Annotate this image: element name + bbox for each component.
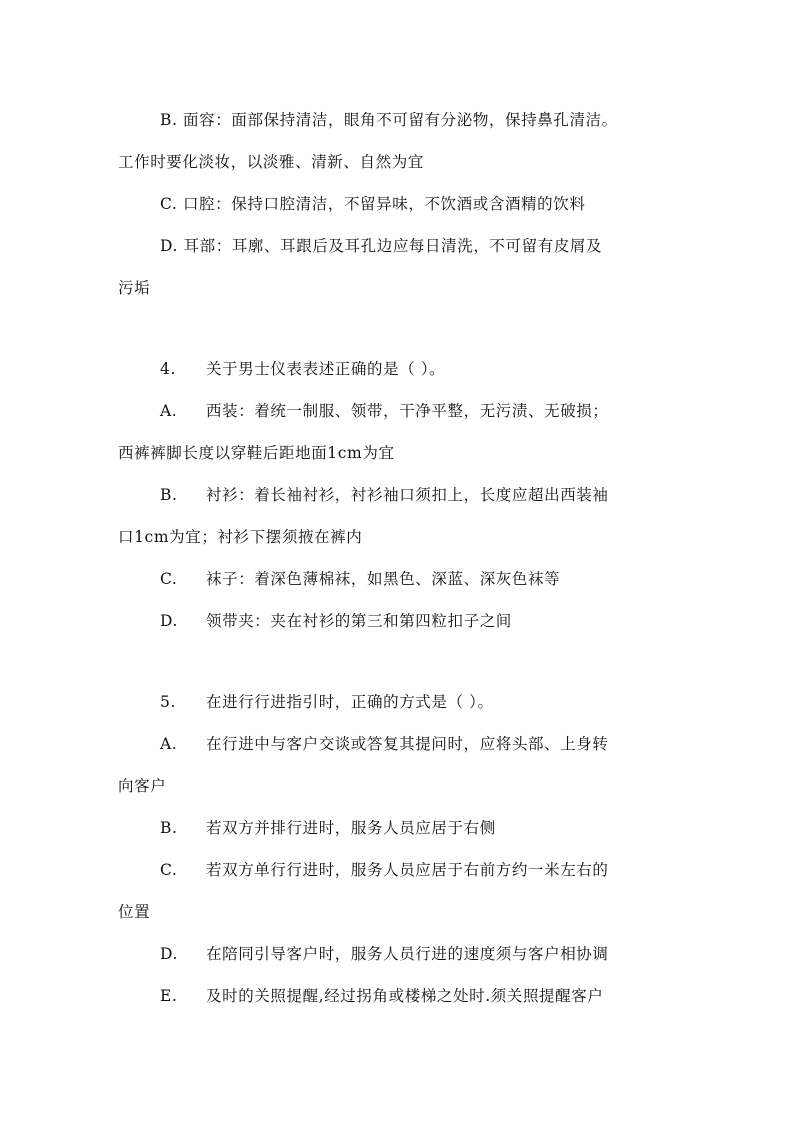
q3-option-d-line2: 污垢: [118, 279, 151, 297]
q4-option-b-line2: 口1cm为宜；衬衫下摆须掖在裤内: [118, 528, 363, 546]
option-text: 在陪同引导客户时，服务人员行进的速度须与客户相协调: [206, 945, 609, 963]
q3-option-b-line2: 工作时要化淡妆，以淡雅、清新、自然为宜: [118, 153, 424, 171]
q3-option-c: C. 口腔：保持口腔清洁，不留异味，不饮酒或含酒精的饮料: [160, 195, 586, 213]
q3-option-d-line1: D. 耳部：耳廓、耳跟后及耳孔边应每日清洗，不可留有皮屑及: [160, 237, 603, 255]
q5-stem: 在进行行进指引时，正确的方式是（ ）。: [206, 693, 494, 711]
q5-option-b: [160, 816, 496, 838]
q3-option-b-line1: B. 面容：面部保持清洁，眼角不可留有分泌物，保持鼻孔清洁。: [160, 111, 618, 129]
option-text: 衬衫：着长袖衬衫，衬衫袖口须扣上，长度应超出西装袖: [206, 486, 609, 504]
option-label: D.: [160, 945, 179, 963]
q5-option-a-line2: 向客户: [118, 777, 167, 795]
q5-stem-row: [160, 690, 494, 712]
option-text: 在行进中与客户交谈或答复其提问时，应将头部、上身转: [206, 735, 609, 753]
option-label: E.: [160, 987, 178, 1005]
q4-number: 4.: [160, 360, 176, 378]
option-label: C.: [160, 570, 178, 588]
q5-option-e: [160, 984, 603, 1006]
q5-option-c: [160, 858, 609, 880]
option-label: D.: [160, 612, 179, 630]
q5-option-c-line2: 位置: [118, 903, 151, 921]
q5-option-d: [160, 942, 609, 964]
option-text: 袜子：着深色薄棉袜，如黑色、深蓝、深灰色袜等: [206, 570, 561, 588]
q5-option-a: [160, 732, 609, 754]
q4-option-d: [160, 609, 512, 631]
option-label: B.: [160, 486, 178, 504]
option-label: C.: [160, 861, 178, 879]
q4-option-b: [160, 483, 609, 505]
option-text: 若双方并排行进时，服务人员应居于右侧: [206, 819, 496, 837]
q4-option-c: [160, 567, 560, 589]
option-text: 及时的关照提醒,经过拐角或楼梯之处时.须关照提醒客户: [206, 987, 604, 1005]
option-label: B.: [160, 819, 178, 837]
q5-number: 5.: [160, 693, 176, 711]
q4-stem-row: [160, 357, 445, 379]
option-label: A.: [160, 735, 178, 753]
option-label: A.: [160, 402, 178, 420]
q4-option-a-line2: 西裤裤脚长度以穿鞋后距地面1cm为宜: [118, 444, 395, 462]
q4-option-a: [160, 399, 609, 421]
option-text: 领带夹：夹在衬衫的第三和第四粒扣子之间: [206, 612, 512, 630]
option-text: 若双方单行行进时，服务人员应居于右前方约一米左右的: [206, 861, 609, 879]
option-text: 西装：着统一制服、领带，干净平整，无污渍、无破损；: [206, 402, 609, 420]
q4-stem: 关于男士仪表表述正确的是（ ）。: [206, 360, 446, 378]
